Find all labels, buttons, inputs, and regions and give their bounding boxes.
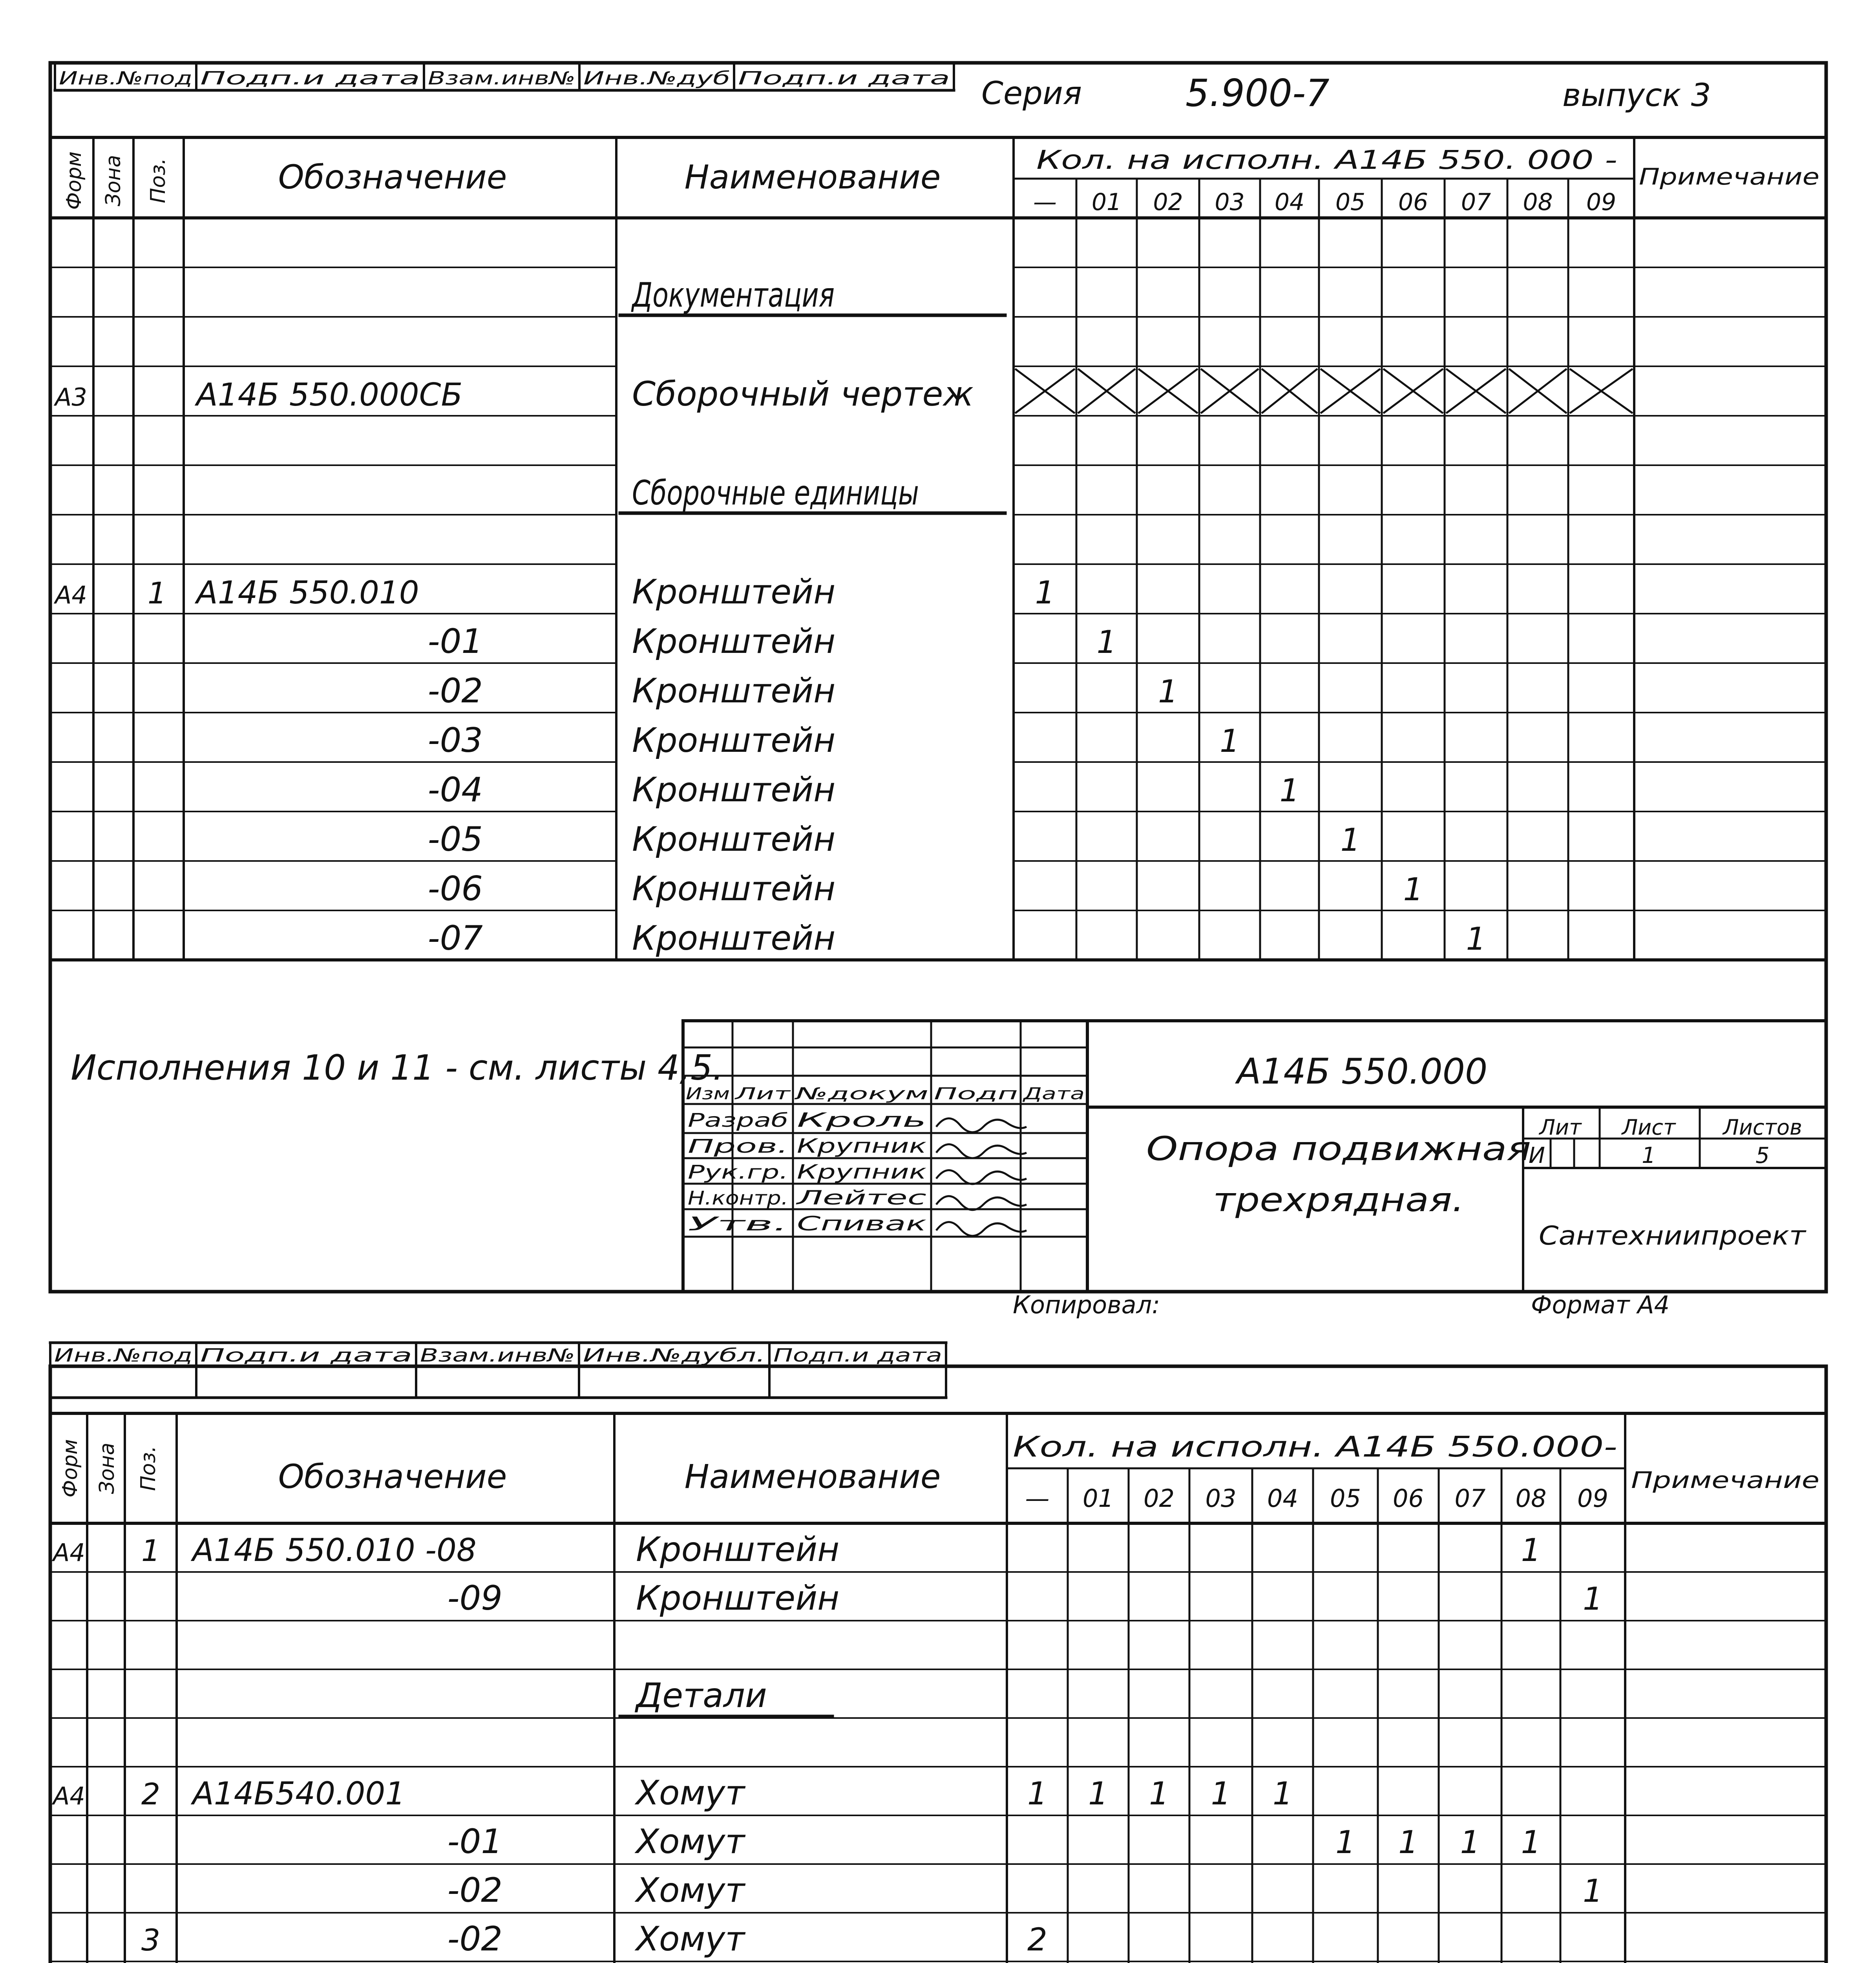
row-name: Кронштейн: [632, 869, 836, 908]
header-zone: Зона: [95, 1442, 119, 1494]
title-name-line2: трехрядная.: [1213, 1181, 1464, 1219]
exec-col-header: 09: [1586, 188, 1617, 216]
row-designation: А14Б 550.010: [196, 574, 419, 611]
organization-name: Сантехниипроект: [1539, 1221, 1807, 1251]
row-position: 1: [147, 576, 167, 610]
qty-cell: 1: [1335, 1824, 1355, 1861]
title-col-head: №докум: [794, 1084, 928, 1103]
row-name: Хомут: [636, 1822, 745, 1861]
row-name: Детали: [636, 1676, 767, 1715]
row-name: Кронштейн: [632, 622, 836, 661]
title-col-head: Изм: [686, 1084, 730, 1103]
header-pos: Поз.: [146, 158, 170, 203]
title-role: Рук.гр.: [688, 1161, 788, 1183]
signature-mark: [936, 1144, 1027, 1158]
row-name: Сборочный чертеж: [632, 375, 974, 414]
row-designation: -02: [447, 1919, 502, 1959]
qty-cell: 2: [1027, 1921, 1047, 1958]
qty-cell: 1: [1158, 673, 1178, 710]
stamp-header-label: Взам.инв№: [420, 1345, 575, 1366]
row-position: 2: [141, 1777, 161, 1811]
lit-value: И: [1529, 1143, 1545, 1168]
exec-col-header: 02: [1144, 1484, 1175, 1513]
exec-col-header: 06: [1398, 188, 1428, 216]
qty-cell: 1: [1220, 723, 1240, 759]
row-name: Хомут: [636, 1919, 745, 1959]
qty-cell: 1: [1273, 1775, 1293, 1812]
title-role: Н.контр.: [688, 1187, 788, 1209]
row-designation: -02: [427, 671, 483, 711]
format-label: Формат А4: [1531, 1290, 1670, 1319]
header-format: Форм: [62, 151, 86, 210]
qty-cell: 1: [1583, 1581, 1603, 1617]
sheets-value: 5: [1755, 1143, 1770, 1168]
qty-cell: 1: [1088, 1775, 1108, 1812]
exec-col-header: 08: [1523, 188, 1553, 216]
exec-col-header: 05: [1335, 188, 1366, 216]
title-col-head: Подп: [934, 1084, 1018, 1103]
qty-cell: 1: [1279, 772, 1300, 809]
row-designation: А14Б 550.000СБ: [196, 377, 463, 413]
stamp-header-label: Инв.№дубл.: [583, 1345, 765, 1366]
row-name: Хомут: [636, 1871, 745, 1910]
exec-col-header: 01: [1091, 188, 1122, 216]
row-designation: -04: [427, 770, 483, 810]
header-qty-title: Кол. на исполн. А14Б 550. 000 -: [1036, 145, 1617, 175]
row-position: 1: [141, 1533, 161, 1568]
title-person: Лейтес: [795, 1186, 926, 1209]
stamp-header-label: Подп.и дата: [773, 1345, 942, 1366]
header-zone: Зона: [102, 155, 125, 207]
qty-cell: 1: [1466, 921, 1486, 957]
title-designation: А14Б 550.000: [1237, 1051, 1488, 1092]
issue-label: выпуск 3: [1562, 77, 1711, 113]
row-name: Кронштейн: [632, 820, 836, 859]
lit-label: Лит: [1539, 1115, 1582, 1140]
qty-cell: 1: [1211, 1775, 1231, 1812]
row-designation: А14Б540.001: [192, 1775, 406, 1812]
signature-mark: [936, 1170, 1027, 1184]
exec-col-header: 01: [1083, 1484, 1114, 1513]
header-qty-title: Кол. на исполн. А14Б 550.000-: [1013, 1430, 1617, 1463]
qty-cell: 1: [1035, 574, 1055, 611]
qty-cell: 1: [1460, 1824, 1480, 1861]
stamp-header-label: Взам.инв№: [428, 68, 575, 89]
row-designation: -01: [427, 622, 483, 661]
row-format: А4: [55, 581, 87, 609]
title-role: Утв.: [688, 1213, 788, 1235]
title-person: Кроль: [797, 1109, 926, 1131]
title-col-head: Дата: [1022, 1084, 1085, 1103]
exec-col-header: 02: [1153, 188, 1183, 216]
qty-cell: 1: [1340, 822, 1361, 858]
title-role: Пров.: [688, 1135, 788, 1157]
stamp-header-label: Подп.и дата: [200, 1345, 412, 1366]
row-designation: -01: [447, 1822, 502, 1861]
series-value: 5.900-7: [1186, 72, 1330, 115]
row-name: Кронштейн: [632, 770, 836, 810]
stamp-header-label: Подп.и дата: [738, 68, 950, 89]
title-person: Крупник: [797, 1135, 926, 1157]
header-name: Наименование: [684, 158, 941, 196]
row-name: Хомут: [636, 1773, 745, 1813]
qty-cell: 1: [1521, 1824, 1541, 1861]
row-designation: А14Б 550.010 -08: [192, 1532, 477, 1568]
stamp-header-label: Инв.№под: [54, 1345, 192, 1366]
exec-col-header: 03: [1215, 188, 1245, 216]
signature-mark: [936, 1222, 1027, 1236]
exec-col-header: 06: [1393, 1484, 1424, 1513]
signature-mark: [936, 1196, 1027, 1210]
sheet-value: 1: [1642, 1143, 1656, 1168]
exec-col-header: —: [1033, 188, 1057, 216]
exec-col-header: 07: [1454, 1484, 1486, 1513]
row-name: Кронштейн: [632, 721, 836, 760]
row-designation: -09: [447, 1579, 502, 1618]
sheet-label: Лист: [1622, 1115, 1676, 1140]
title-person: Спивак: [797, 1212, 926, 1235]
row-name: Кронштейн: [636, 1579, 840, 1618]
header-name: Наименование: [684, 1457, 941, 1496]
stamp-header-label: Инв.№дуб: [583, 68, 730, 89]
sheets-label: Листов: [1723, 1115, 1802, 1140]
exec-col-header: 04: [1274, 188, 1305, 216]
row-designation: -06: [427, 869, 483, 908]
row-name: Кронштейн: [632, 572, 836, 612]
copied-label: Копировал:: [1013, 1290, 1160, 1319]
exec-col-header: 08: [1515, 1484, 1547, 1513]
header-note: Примечание: [1631, 1467, 1819, 1493]
qty-cell: 1: [1096, 624, 1117, 660]
exec-col-header: —: [1025, 1484, 1050, 1513]
exec-col-header: 07: [1461, 188, 1491, 216]
qty-cell: 1: [1583, 1873, 1603, 1909]
header-designation: Обозначение: [278, 1457, 507, 1496]
header-designation: Обозначение: [278, 158, 507, 196]
exec-col-header: 03: [1205, 1484, 1237, 1513]
row-designation: -05: [427, 820, 483, 859]
row-name: Сборочные единицы: [632, 473, 919, 513]
signature-mark: [936, 1119, 1027, 1132]
row-name: Кронштейн: [632, 919, 836, 958]
exec-col-header: 04: [1267, 1484, 1298, 1513]
row-name: Кронштейн: [632, 671, 836, 711]
stamp-header-label: Инв.№под: [59, 68, 192, 89]
row-designation: -03: [427, 721, 483, 760]
title-person: Крупник: [797, 1161, 926, 1183]
title-name-line1: Опора подвижная: [1146, 1130, 1531, 1168]
qty-cell: 1: [1027, 1775, 1047, 1812]
exec-col-header: 05: [1330, 1484, 1361, 1513]
header-format: Форм: [58, 1439, 82, 1498]
footnote-executions: Исполнения 10 и 11 - см. листы 4,5.: [71, 1047, 724, 1088]
row-designation: -02: [447, 1871, 502, 1910]
row-format: А4: [53, 1538, 85, 1567]
exec-col-header: 09: [1577, 1484, 1608, 1513]
qty-cell: 1: [1521, 1532, 1541, 1568]
title-role: Разраб: [688, 1109, 788, 1131]
row-name: Документация: [630, 276, 835, 315]
header-note: Примечание: [1639, 163, 1819, 190]
header-pos: Поз.: [137, 1446, 160, 1491]
row-designation: -07: [427, 919, 483, 958]
stamp-header-label: Подп.и дата: [200, 68, 420, 89]
qty-cell: 1: [1398, 1824, 1418, 1861]
series-label: Серия: [981, 75, 1082, 111]
title-col-head: Лит: [734, 1084, 791, 1103]
row-name: Кронштейн: [636, 1530, 840, 1569]
row-position: 3: [141, 1923, 161, 1958]
row-format: А4: [53, 1782, 85, 1810]
qty-cell: 1: [1403, 871, 1423, 908]
qty-cell: 1: [1149, 1775, 1169, 1812]
row-format: А3: [55, 383, 87, 411]
